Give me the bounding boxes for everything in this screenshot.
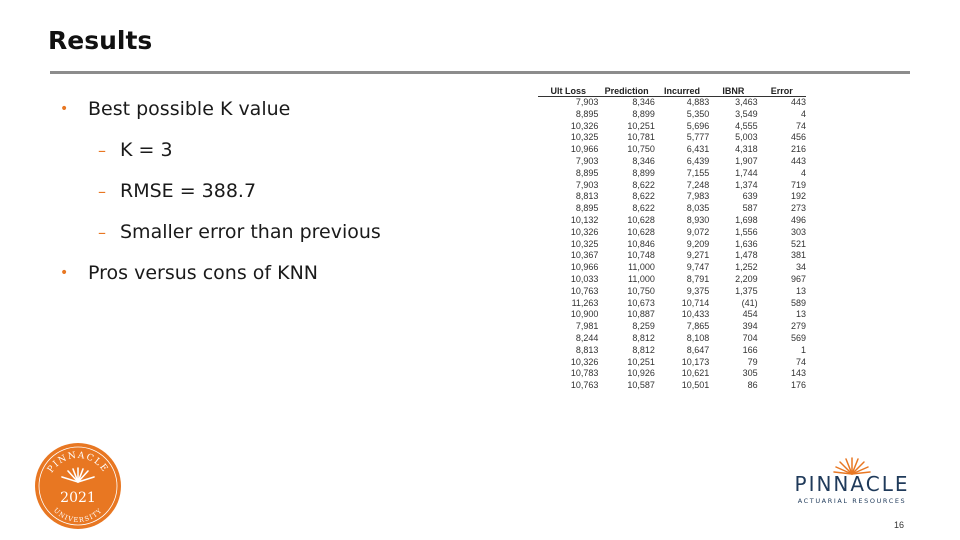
table-cell: 166 [742, 344, 758, 355]
table-cell: 11,000 [627, 273, 655, 284]
table-cell: 1,744 [735, 167, 758, 178]
table-cell: 456 [790, 132, 806, 143]
table-cell: 4 [800, 108, 806, 119]
table-cell: 10,763 [570, 285, 599, 296]
table-cell: 589 [790, 297, 806, 308]
table-cell: 10,173 [681, 356, 710, 367]
page-number: 16 [894, 520, 905, 530]
table-row [538, 333, 806, 345]
table-cell: 10,714 [681, 297, 710, 308]
table-cell: 10,781 [627, 132, 655, 143]
table-cell: 74 [795, 356, 806, 367]
sub-bullet-text: Smaller error than previous [120, 221, 381, 243]
table-row [538, 345, 806, 357]
table-cell: 7,981 [575, 321, 599, 332]
table-cell: 10,326 [570, 120, 599, 131]
table-cell: 3,549 [735, 108, 758, 119]
results-table [538, 85, 806, 392]
bullet-text: Best possible K value [88, 98, 291, 120]
table-cell: 10,966 [570, 144, 599, 155]
column-header: Incurred [655, 85, 709, 97]
table-cell: 2,209 [735, 273, 758, 284]
table-cell: 10,926 [627, 368, 655, 379]
table-cell: 5,350 [686, 108, 710, 119]
seal-top-text: PINNACLE [46, 450, 110, 475]
table-cell: 8,899 [632, 167, 655, 178]
table-cell: 143 [790, 368, 806, 379]
bullet-text: Pros versus cons of KNN [88, 262, 318, 284]
table-cell: 10,750 [627, 144, 655, 155]
column-header: Prediction [598, 85, 654, 97]
dash-icon: – [98, 181, 106, 201]
table-cell: 7,248 [686, 179, 710, 190]
sub-bullet-text: RMSE = 388.7 [120, 180, 257, 202]
table-cell: 8,813 [575, 344, 599, 355]
bullet-item [60, 96, 530, 122]
column-header: IBNR [709, 85, 757, 97]
seal-year: 2021 [60, 490, 96, 506]
table-cell: 8,899 [632, 108, 655, 119]
brand-name: PINNACLE [794, 472, 910, 496]
column-header: Error [758, 85, 806, 97]
table-row [538, 215, 806, 227]
table-row [538, 250, 806, 262]
table-cell: 8,622 [632, 191, 655, 202]
table-row [538, 262, 806, 274]
table-cell: 443 [790, 97, 806, 107]
table-cell: 6,431 [686, 144, 710, 155]
bullet-item [60, 260, 530, 286]
table-cell: (41) [741, 297, 758, 308]
table-cell: 454 [742, 309, 758, 320]
table-cell: 967 [790, 273, 806, 284]
table-cell: 10,251 [627, 120, 655, 131]
table-cell: 8,895 [575, 203, 599, 214]
table-cell: 8,895 [575, 108, 599, 119]
table-cell: 1,374 [735, 179, 758, 190]
dash-icon: – [98, 140, 106, 160]
table-row [538, 203, 806, 215]
table-cell: 10,887 [627, 309, 655, 320]
table-cell: 11,000 [627, 262, 655, 273]
table-cell: 10,251 [627, 356, 655, 367]
table-cell: 8,108 [686, 332, 710, 343]
table-cell: 9,072 [686, 226, 710, 237]
pinnacle-logo [790, 456, 914, 506]
table-cell: 10,132 [570, 214, 599, 225]
table-cell: 13 [795, 309, 806, 320]
table-cell: 10,433 [681, 309, 710, 320]
table-cell: 7,903 [575, 155, 599, 166]
sub-bullet-item [98, 178, 530, 204]
table-cell: 10,587 [627, 380, 655, 391]
table-cell: 381 [790, 250, 806, 261]
table-cell: 216 [790, 144, 806, 155]
table-cell: 34 [795, 262, 806, 273]
table-cell: 7,903 [575, 179, 599, 190]
table-cell: 5,696 [686, 120, 710, 131]
table-row [538, 239, 806, 251]
table-cell: 7,983 [686, 191, 710, 202]
table-cell: 3,463 [735, 97, 758, 107]
table-cell: 8,622 [632, 179, 655, 190]
table-row [538, 180, 806, 192]
table-cell: 6,439 [686, 155, 710, 166]
table-cell: 10,846 [627, 238, 655, 249]
table-row [538, 144, 806, 156]
sub-bullet-item [98, 137, 530, 163]
table-cell: 8,035 [686, 203, 710, 214]
bullet-dot-icon: • [60, 101, 69, 117]
table-cell: 4,318 [735, 144, 758, 155]
table-cell: 10,501 [681, 380, 710, 391]
table-cell: 639 [742, 191, 758, 202]
table-cell: 8,791 [686, 273, 710, 284]
table-row [538, 227, 806, 239]
table-cell: 8,895 [575, 167, 599, 178]
table-cell: 74 [795, 120, 806, 131]
table-cell: 1,698 [735, 214, 758, 225]
table-cell: 8,244 [575, 332, 599, 343]
sub-bullet-text: K = 3 [120, 139, 173, 161]
table-cell: 8,622 [632, 203, 655, 214]
table-cell: 5,003 [735, 132, 758, 143]
table-cell: 10,673 [627, 297, 655, 308]
table-cell: 86 [747, 380, 758, 391]
title-divider [50, 71, 910, 74]
table-cell: 394 [742, 321, 758, 332]
table-cell: 9,209 [686, 238, 710, 249]
table-cell: 9,375 [686, 285, 710, 296]
table-row [538, 368, 806, 380]
table-cell: 587 [742, 203, 758, 214]
table-cell: 1,478 [735, 250, 758, 261]
table-cell: 10,750 [627, 285, 655, 296]
table-cell: 8,812 [632, 344, 655, 355]
table-cell: 1,636 [735, 238, 758, 249]
table-cell: 8,346 [632, 97, 655, 107]
table-cell: 4,555 [735, 120, 758, 131]
table-cell: 7,155 [686, 167, 710, 178]
table-body [538, 97, 806, 392]
table-row [538, 380, 806, 392]
slide-title: Results [48, 26, 153, 55]
table-cell: 443 [790, 155, 806, 166]
bullet-dot-icon: • [60, 265, 69, 281]
pinnacle-university-seal [34, 442, 122, 530]
table-cell: 8,346 [632, 155, 655, 166]
table-cell: 10,783 [570, 368, 599, 379]
table-cell: 569 [790, 332, 806, 343]
table-cell: 8,812 [632, 332, 655, 343]
table-cell: 7,865 [686, 321, 710, 332]
table-cell: 9,747 [686, 262, 710, 273]
table-cell: 79 [747, 356, 758, 367]
table-cell: 10,325 [570, 132, 599, 143]
table-row [538, 121, 806, 133]
table-row [538, 168, 806, 180]
table-row [538, 321, 806, 333]
table-cell: 303 [790, 226, 806, 237]
table-cell: 704 [742, 332, 758, 343]
table-cell: 273 [790, 203, 806, 214]
table-cell: 10,621 [681, 368, 710, 379]
table-row [538, 191, 806, 203]
bullet-list [60, 96, 530, 286]
table-cell: 11,263 [571, 297, 599, 308]
table-cell: 1,907 [735, 155, 758, 166]
table-cell: 176 [790, 380, 806, 391]
table-row [538, 357, 806, 369]
table-cell: 10,326 [570, 356, 599, 367]
table-cell: 10,367 [570, 250, 599, 261]
table-cell: 1 [800, 344, 806, 355]
table-cell: 9,271 [686, 250, 710, 261]
table-cell: 10,748 [627, 250, 655, 261]
table-row [538, 286, 806, 298]
table-cell: 496 [790, 214, 806, 225]
table-cell: 8,930 [686, 214, 710, 225]
table-cell: 192 [790, 191, 806, 202]
table-cell: 10,628 [627, 214, 655, 225]
table-cell: 279 [790, 321, 806, 332]
table-cell: 4,883 [686, 97, 710, 107]
table-cell: 521 [790, 238, 806, 249]
table-cell: 7,903 [575, 97, 599, 107]
table-cell: 4 [800, 167, 806, 178]
table-cell: 1,252 [735, 262, 758, 273]
table-cell: 10,033 [570, 273, 599, 284]
table-cell: 10,900 [570, 309, 599, 320]
sub-bullet-item [98, 219, 530, 245]
table-row [538, 156, 806, 168]
table-row [538, 97, 806, 109]
table-cell: 10,326 [570, 226, 599, 237]
table-row [538, 309, 806, 321]
table-cell: 8,813 [575, 191, 599, 202]
table-row [538, 132, 806, 144]
table-cell: 1,556 [735, 226, 758, 237]
table-cell: 1,375 [735, 285, 758, 296]
table-cell: 8,259 [632, 321, 655, 332]
table-cell: 13 [795, 285, 806, 296]
table-cell: 719 [790, 179, 806, 190]
dash-icon: – [98, 222, 106, 242]
table-cell: 305 [742, 368, 758, 379]
table-row [538, 109, 806, 121]
table-cell: 5,777 [686, 132, 710, 143]
table-row [538, 274, 806, 286]
table-cell: 10,763 [570, 380, 599, 391]
seal-bottom-text: UNIVERSITY [51, 506, 105, 525]
table-cell: 8,647 [686, 344, 710, 355]
column-header: Ult Loss [538, 85, 598, 97]
table-row [538, 298, 806, 310]
brand-tagline: ACTUARIAL RESOURCES [797, 497, 907, 505]
table-header-row [538, 85, 806, 97]
table-cell: 10,628 [627, 226, 655, 237]
table-cell: 10,966 [570, 262, 599, 273]
table-cell: 10,325 [570, 238, 599, 249]
